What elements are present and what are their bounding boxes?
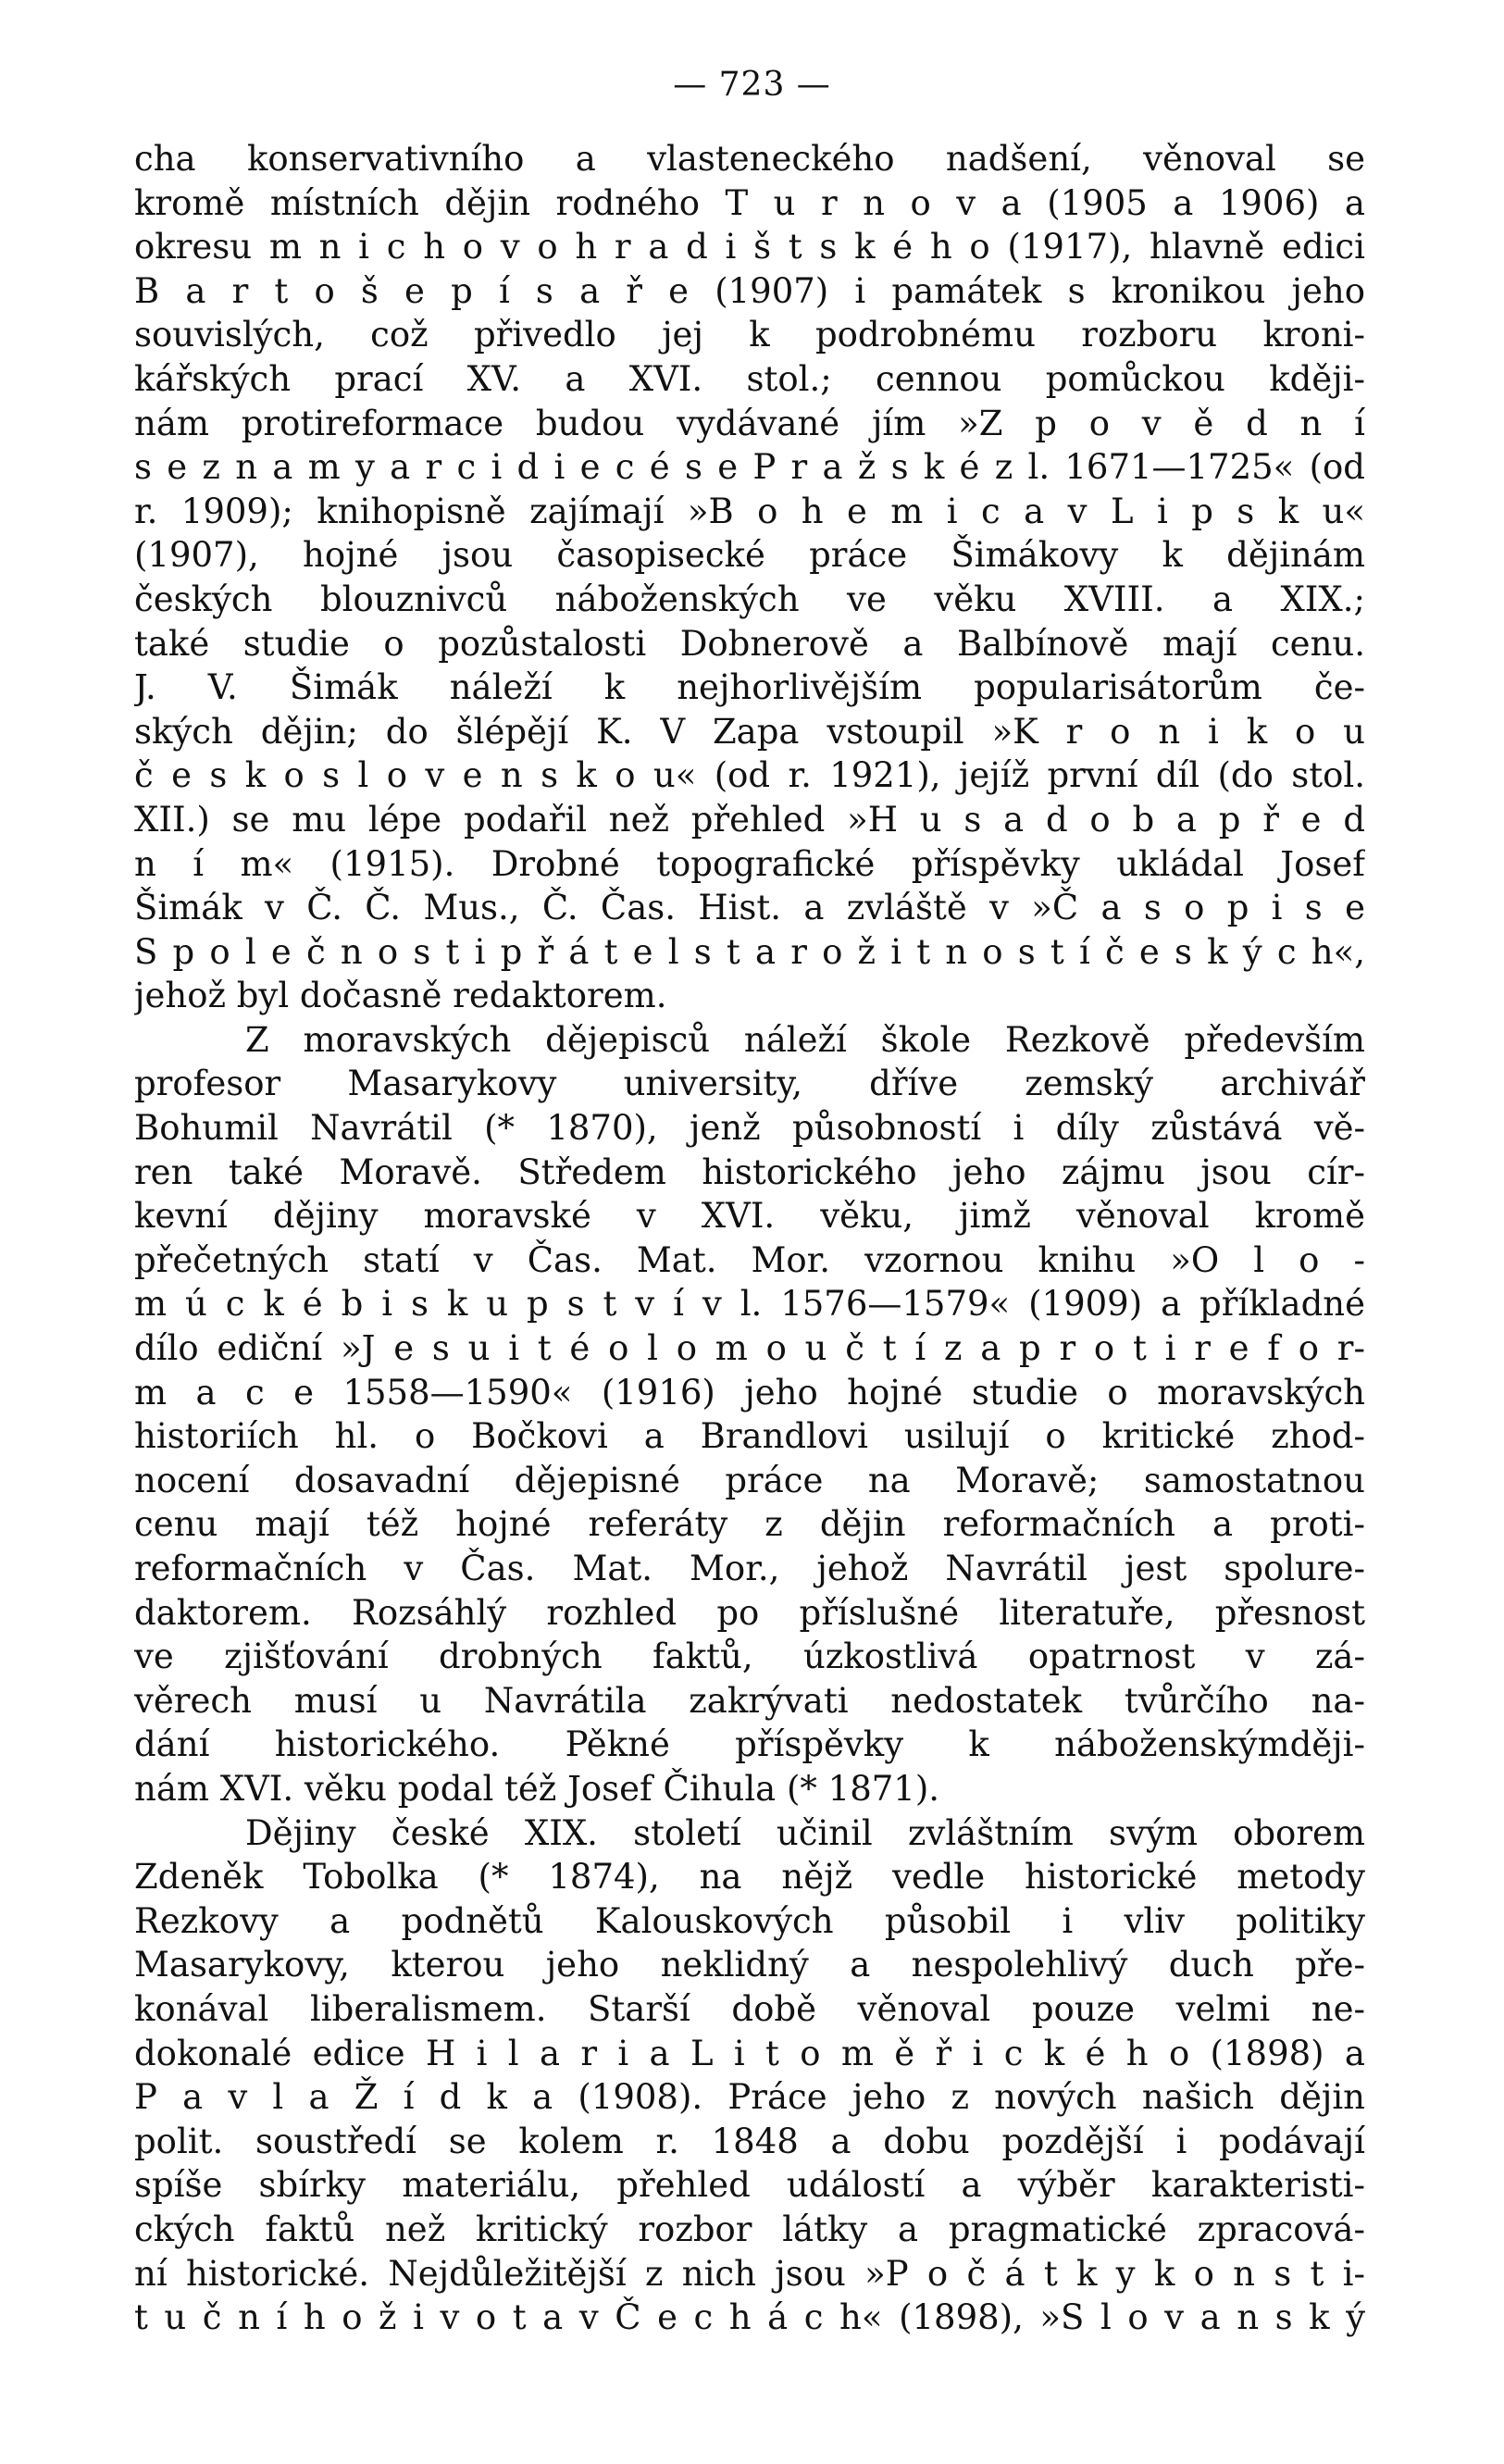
- text-line: n í m« (1915). Drobné topografické příspěvky ukládal Josef: [134, 843, 1365, 884]
- text-line: Z moravských dějepisců náleží škole Rezkově především: [245, 1019, 1365, 1060]
- text-line: dokonalé edice H i l a r i a L i t o m ě ř i c k é h o (1898) a: [134, 2033, 1365, 2073]
- text-line: českých blouznivců náboženských ve věku XVIII. a XIX.;: [134, 579, 1365, 619]
- text-line: také studie o pozůstalosti Dobnerově a Balbínově mají cenu.: [134, 623, 1365, 664]
- text-line: m ú c k é b i s k u p s t v í v l. 1576—1579« (1909) a příkladné: [134, 1284, 1365, 1325]
- text-line: ckých faktů než kritický rozbor látky a pragmatické zpracová-: [134, 2209, 1365, 2249]
- text-line: kářských prací XV. a XVI. stol.; cennou pomůckou kději-: [134, 358, 1365, 399]
- text-line: P a v l a Ž í d k a (1908). Práce jeho z nových našich dějin: [134, 2077, 1365, 2118]
- text-line: Šimák v Č. Č. Mus., Č. Čas. Hist. a zvláště v »Č a s o p i s e: [134, 888, 1365, 928]
- text-line: konával liberalismem. Starší době věnoval pouze velmi ne-: [134, 1988, 1365, 2029]
- text-line: souvislých, což přivedlo jej k podrobnému rozboru kroni-: [134, 315, 1365, 355]
- text-line: kromě místních dějin rodného T u r n o v a (1905 a 1906) a: [134, 182, 1365, 223]
- text-line: okresu m n i c h o v o h r a d i š t s k é h o (1917), hlavně edici: [134, 227, 1365, 268]
- text-line: cenu mají též hojné referáty z dějin reformačních a proti-: [134, 1504, 1365, 1545]
- text-line: kevní dějiny moravské v XVI. věku, jimž věnoval kromě: [134, 1196, 1365, 1237]
- text-line: č e s k o s l o v e n s k o u« (od r. 1921), jejíž první díl (do stol.: [134, 755, 1365, 796]
- text-line: dání historického. Pěkné příspěvky k náboženskýmději-: [134, 1724, 1365, 1765]
- text-line: (1907), hojné jsou časopisecké práce Šimákovy k dějinám: [134, 535, 1365, 576]
- text-line: přečetných statí v Čas. Mat. Mor. vzornou knihu »O l o -: [134, 1239, 1365, 1280]
- text-line: cha konservativního a vlasteneckého nadšení, věnoval se: [134, 139, 1365, 179]
- text-line: dílo ediční »J e s u i t é o l o m o u č t í z a p r o t i r e f o r-: [134, 1328, 1365, 1369]
- text-line: ve zjišťování drobných faktů, úzkostlivá opatrnost v zá-: [134, 1636, 1365, 1677]
- text-line: S p o l e č n o s t i p ř á t e l s t a r o ž i t n o s t í č e s k ý c h«,: [134, 931, 1365, 972]
- text-line: B a r t o š e p í s a ř e (1907) i památek s kronikou jeho: [134, 270, 1365, 311]
- text-line: s e z n a m y a r c i d i e c é s e P r a ž s k é z l. 1671—1725« (od: [134, 447, 1365, 488]
- text-line: daktorem. Rozsáhlý rozhled po příslušné literatuře, přesnost: [134, 1592, 1365, 1633]
- text-line: nám XVI. věku podal též Josef Čihula (* 1871).: [134, 1768, 940, 1809]
- text-line: reformačních v Čas. Mat. Mor., jehož Navrátil jest spolure-: [134, 1549, 1365, 1588]
- text-line: jehož byl dočasně redaktorem.: [134, 976, 667, 1016]
- text-line: spíše sbírky materiálu, přehled událostí a výběr karakteristi-: [134, 2165, 1365, 2206]
- text-line: J. V. Šimák náleží k nejhorlivějším popularisátorům če-: [134, 667, 1365, 708]
- text-line: ní historické. Nejdůležitější z nich jsou »P o č á t k y k o n s t i-: [134, 2253, 1365, 2294]
- text-line: ren také Moravě. Středem historického jeho zájmu jsou cír-: [134, 1151, 1365, 1192]
- text-line: Bohumil Navrátil (* 1870), jenž působností i díly zůstává vě-: [134, 1108, 1365, 1149]
- text-line: XII.) se mu lépe podařil než přehled »H u s a d o b a p ř e d: [134, 799, 1365, 840]
- text-line: Rezkovy a podnětů Kalouskových působil i vliv politiky: [134, 1900, 1365, 1941]
- text-line: profesor Masarykovy university, dříve zemský archivář: [134, 1064, 1365, 1104]
- text-line: t u č n í h o ž i v o t a v Č e c h á c h« (1898), »S l o v a n s k ý: [134, 2297, 1365, 2338]
- text-line: věrech musí u Navrátila zakrývati nedostatek tvůrčího na-: [134, 1680, 1365, 1721]
- text-line: nocení dosavadní dějepisné práce na Moravě; samostatnou: [134, 1460, 1365, 1500]
- text-line: r. 1909); knihopisně zajímají »B o h e m i c a v L i p s k u«: [134, 491, 1365, 531]
- text-line: Dějiny české XIX. století učinil zvláštním svým oborem: [245, 1812, 1365, 1853]
- text-line: polit. soustředí se kolem r. 1848 a dobu pozdější i podávají: [134, 2121, 1365, 2161]
- body-text: [134, 137, 1365, 2340]
- text-line: historiích hl. o Bočkovi a Brandlovi usilují o kritické zhod-: [134, 1416, 1365, 1457]
- text-line: Masarykovy, kterou jeho neklidný a nespolehlivý duch pře-: [134, 1945, 1365, 1985]
- text-line: m a c e 1558—1590« (1916) jeho hojné studie o moravských: [134, 1372, 1365, 1412]
- text-line: ských dějin; do šlépějí K. V Zapa vstoupil »K r o n i k o u: [134, 711, 1365, 752]
- page-number: — 723 —: [673, 66, 831, 104]
- text-line: nám protireformace budou vydávané jím »Z p o v ě d n í: [134, 403, 1365, 443]
- text-line: Zdeněk Tobolka (* 1874), na nějž vedle historické metody: [134, 1857, 1365, 1898]
